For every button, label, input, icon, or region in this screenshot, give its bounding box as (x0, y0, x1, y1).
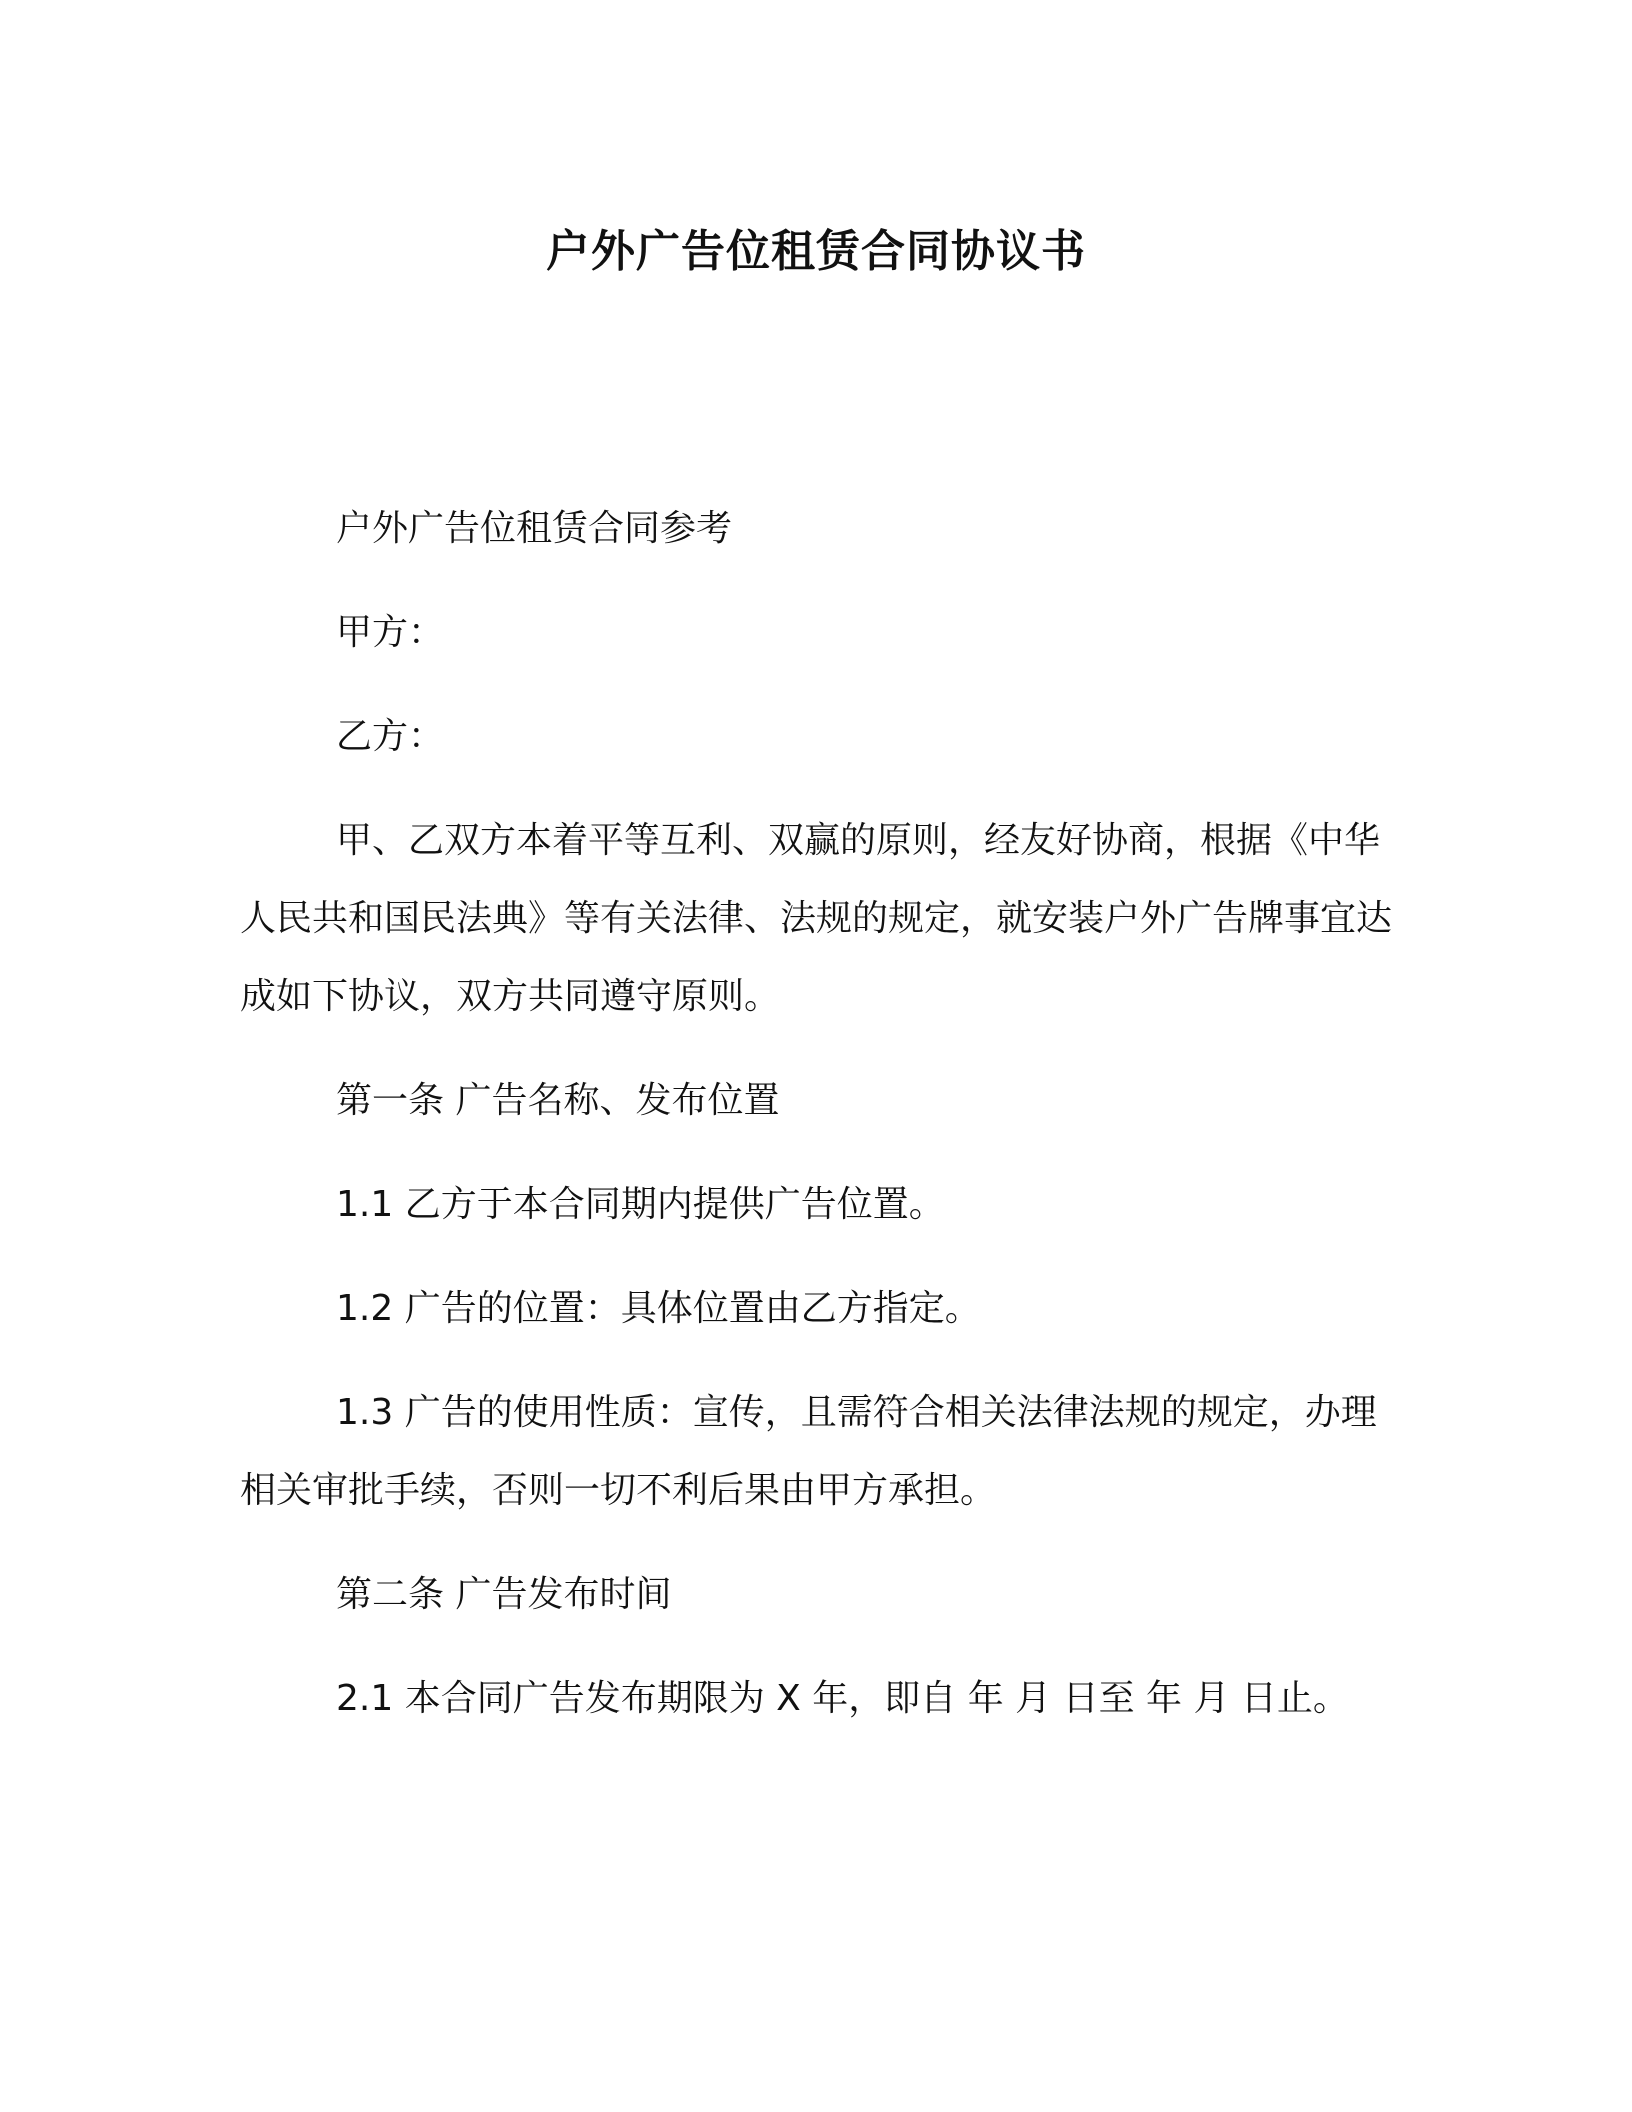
clause-1-3: 1.3 广告的使用性质：宣传，且需符合相关法律法规的规定，办理相关审批手续，否则一切不利后果由甲方承担。 (240, 1392, 1377, 1511)
heading-article-1: 第一条 广告名称、发布位置 (336, 1080, 780, 1121)
paragraph-party-b: 乙方： (336, 716, 445, 757)
clause-2-1: 2.1 本合同广告发布期限为 X 年，即自 年 月 日至 年 月 日止。 (336, 1678, 1349, 1719)
document-title: 户外广告位租赁合同协议书 (546, 226, 1086, 277)
paragraph-reference-title: 户外广告位租赁合同参考 (336, 508, 733, 549)
paragraph-preamble: 甲、乙双方本着平等互利、双赢的原则，经友好协商，根据《中华人民共和国民法典》等有关法律、法规的规定，就安装户外广告牌事宜达成如下协议，双方共同遵守原则。 (240, 820, 1393, 1017)
clause-1-2: 1.2 广告的位置：具体位置由乙方指定。 (336, 1288, 981, 1329)
paragraph-party-a: 甲方： (336, 612, 445, 653)
clause-1-1: 1.1 乙方于本合同期内提供广告位置。 (336, 1184, 945, 1225)
heading-article-2: 第二条 广告发布时间 (336, 1574, 672, 1615)
document-body (240, 490, 1400, 1764)
